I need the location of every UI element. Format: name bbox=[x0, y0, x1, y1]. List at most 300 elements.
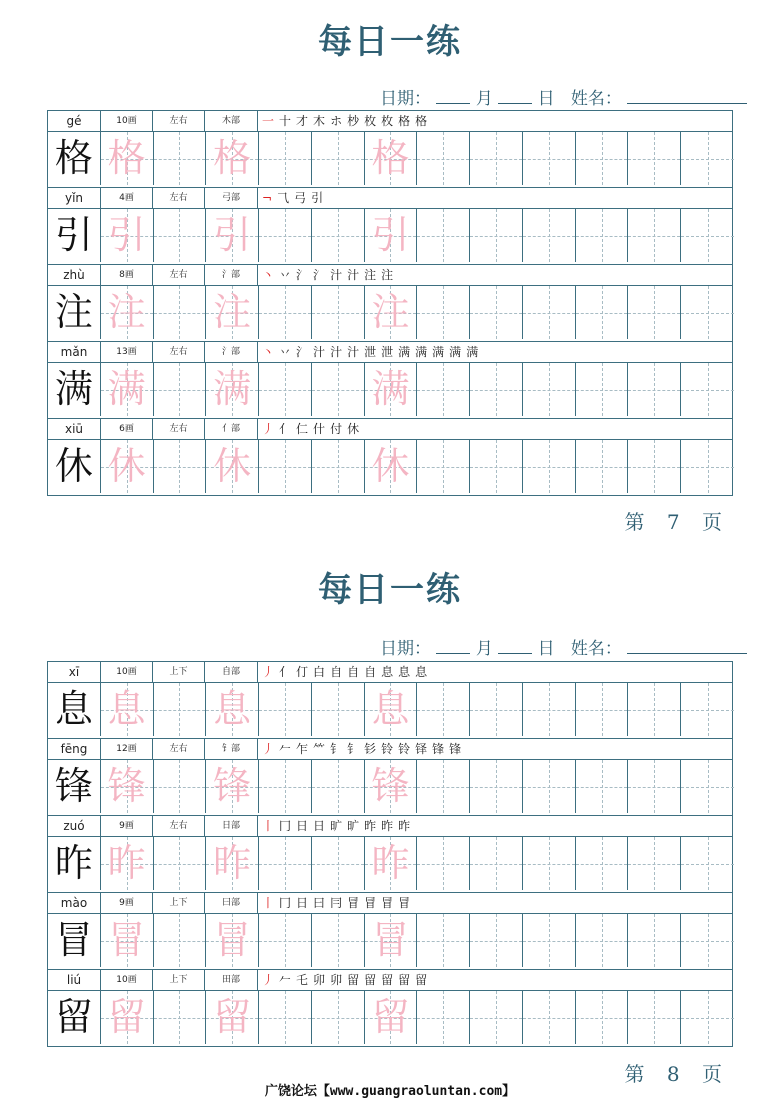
stroke-order bbox=[258, 739, 466, 759]
trace-character: 息 bbox=[213, 687, 252, 731]
model-character-box bbox=[48, 991, 101, 1044]
day-label: 日 bbox=[537, 89, 555, 109]
writing-box[interactable] bbox=[365, 132, 418, 185]
writing-box[interactable] bbox=[101, 209, 154, 262]
writing-box[interactable] bbox=[312, 286, 365, 339]
radical: 钅部 bbox=[205, 739, 258, 759]
writing-box[interactable] bbox=[470, 760, 523, 813]
writing-box[interactable] bbox=[523, 683, 576, 736]
writing-box[interactable] bbox=[259, 440, 312, 493]
writing-box[interactable] bbox=[417, 440, 470, 493]
stroke-step: 十 bbox=[279, 114, 297, 128]
writing-box[interactable] bbox=[576, 132, 629, 185]
structure: 上下 bbox=[153, 662, 205, 682]
stroke-step: 丶 bbox=[262, 268, 280, 282]
writing-box[interactable] bbox=[523, 286, 576, 339]
page-title: 每日一练 bbox=[318, 570, 462, 610]
trace-character: 引 bbox=[107, 213, 146, 257]
writing-box[interactable] bbox=[417, 363, 470, 416]
stroke-step: 铎 bbox=[415, 742, 433, 756]
stroke-step: 丿 bbox=[262, 665, 280, 679]
writing-box[interactable] bbox=[312, 837, 365, 890]
radical: 田部 bbox=[205, 970, 258, 990]
writing-box[interactable] bbox=[523, 837, 576, 890]
writing-box[interactable] bbox=[628, 914, 681, 967]
structure: 左右 bbox=[153, 111, 205, 131]
writing-box[interactable] bbox=[523, 914, 576, 967]
stroke-step: 乇 bbox=[296, 973, 314, 987]
model-character: 注 bbox=[54, 290, 93, 334]
character-info-row bbox=[48, 970, 732, 991]
trace-character: 格 bbox=[213, 136, 252, 180]
writing-box[interactable] bbox=[628, 683, 681, 736]
month-blank[interactable] bbox=[436, 89, 470, 104]
writing-box[interactable] bbox=[417, 209, 470, 262]
practice-grid bbox=[47, 110, 733, 496]
radical: 木部 bbox=[205, 111, 258, 131]
stroke-step: 冒 bbox=[364, 896, 382, 910]
stroke-step: 满 bbox=[449, 345, 467, 359]
character-info-row bbox=[48, 265, 732, 286]
writing-box[interactable] bbox=[681, 837, 734, 890]
page-title: 每日一练 bbox=[318, 22, 462, 62]
stroke-step: 枚 bbox=[364, 114, 382, 128]
structure: 左右 bbox=[153, 342, 205, 362]
writing-box[interactable] bbox=[154, 363, 207, 416]
stroke-step: 氵 bbox=[296, 345, 314, 359]
writing-box[interactable] bbox=[523, 209, 576, 262]
pinyin: fēng bbox=[48, 739, 101, 759]
writing-box[interactable] bbox=[628, 440, 681, 493]
date-label: 日期： bbox=[380, 89, 431, 109]
writing-box[interactable] bbox=[417, 914, 470, 967]
stroke-step: 自 bbox=[347, 665, 365, 679]
stroke-step: 丷 bbox=[279, 345, 297, 359]
character-block bbox=[48, 662, 732, 738]
writing-box[interactable] bbox=[154, 760, 207, 813]
writing-box[interactable] bbox=[101, 132, 154, 185]
writing-box[interactable] bbox=[154, 440, 207, 493]
writing-box[interactable] bbox=[312, 914, 365, 967]
writing-box[interactable] bbox=[312, 363, 365, 416]
structure: 左右 bbox=[153, 265, 205, 285]
month-blank[interactable] bbox=[436, 639, 470, 654]
writing-box[interactable] bbox=[470, 914, 523, 967]
writing-box[interactable] bbox=[681, 683, 734, 736]
date-name-line bbox=[380, 634, 747, 659]
writing-box[interactable] bbox=[154, 209, 207, 262]
writing-box[interactable] bbox=[206, 363, 259, 416]
stroke-step: 付 bbox=[330, 422, 348, 436]
writing-box[interactable] bbox=[417, 991, 470, 1044]
stroke-order bbox=[258, 970, 432, 990]
trace-character: 冒 bbox=[107, 918, 146, 962]
writing-box[interactable] bbox=[154, 286, 207, 339]
stroke-count: 6画 bbox=[101, 419, 153, 439]
stroke-step: 息 bbox=[415, 665, 433, 679]
stroke-step: 格 bbox=[398, 114, 416, 128]
trace-character: 昨 bbox=[107, 841, 146, 885]
stroke-count: 9画 bbox=[101, 893, 153, 913]
writing-box[interactable] bbox=[417, 683, 470, 736]
writing-box[interactable] bbox=[101, 914, 154, 967]
writing-box[interactable] bbox=[576, 914, 629, 967]
writing-box[interactable] bbox=[365, 760, 418, 813]
writing-box[interactable] bbox=[365, 209, 418, 262]
stroke-step: 氵 bbox=[313, 268, 331, 282]
pinyin: xī bbox=[48, 662, 101, 682]
writing-box[interactable] bbox=[681, 286, 734, 339]
writing-box[interactable] bbox=[576, 683, 629, 736]
character-block bbox=[48, 111, 732, 187]
character-block bbox=[48, 341, 732, 418]
stroke-step: 锋 bbox=[432, 742, 450, 756]
trace-character: 注 bbox=[213, 290, 252, 334]
stroke-step: 自 bbox=[330, 665, 348, 679]
writing-box[interactable] bbox=[312, 209, 365, 262]
stroke-count: 9画 bbox=[101, 816, 153, 836]
writing-box[interactable] bbox=[576, 440, 629, 493]
writing-box[interactable] bbox=[523, 132, 576, 185]
stroke-count: 10画 bbox=[101, 970, 153, 990]
pinyin: yǐn bbox=[48, 188, 101, 208]
radical: 曰部 bbox=[205, 893, 258, 913]
writing-box[interactable] bbox=[470, 286, 523, 339]
model-character: 息 bbox=[54, 687, 93, 731]
writing-box[interactable] bbox=[154, 991, 207, 1044]
writing-box[interactable] bbox=[576, 209, 629, 262]
character-info-row bbox=[48, 816, 732, 837]
trace-character: 满 bbox=[371, 367, 410, 411]
writing-box[interactable] bbox=[312, 440, 365, 493]
writing-box[interactable] bbox=[576, 363, 629, 416]
character-info-row bbox=[48, 111, 732, 132]
character-info-row bbox=[48, 893, 732, 914]
writing-box[interactable] bbox=[259, 837, 312, 890]
writing-boxes bbox=[48, 914, 732, 967]
writing-box[interactable] bbox=[154, 683, 207, 736]
model-character: 冒 bbox=[54, 918, 93, 962]
stroke-step: 留 bbox=[415, 973, 433, 987]
writing-box[interactable] bbox=[365, 440, 418, 493]
writing-box[interactable] bbox=[417, 760, 470, 813]
stroke-step: 汁 bbox=[313, 345, 331, 359]
date-name-line bbox=[380, 84, 747, 109]
character-block bbox=[48, 969, 732, 1046]
day-blank[interactable] bbox=[498, 89, 532, 104]
stroke-step: 丷 bbox=[279, 268, 297, 282]
stroke-step: 𠂉 bbox=[279, 742, 297, 756]
writing-box[interactable] bbox=[154, 132, 207, 185]
writing-box[interactable] bbox=[576, 837, 629, 890]
writing-boxes bbox=[48, 209, 732, 262]
site-footer: 广饶论坛【www.guangraoluntan.com】 bbox=[264, 1084, 516, 1099]
writing-box[interactable] bbox=[365, 363, 418, 416]
writing-box[interactable] bbox=[576, 991, 629, 1044]
writing-box[interactable] bbox=[206, 440, 259, 493]
character-info-row bbox=[48, 739, 732, 760]
writing-box[interactable] bbox=[259, 683, 312, 736]
writing-box[interactable] bbox=[365, 683, 418, 736]
writing-box[interactable] bbox=[470, 837, 523, 890]
writing-box[interactable] bbox=[681, 209, 734, 262]
stroke-step: 钐 bbox=[364, 742, 382, 756]
writing-box[interactable] bbox=[206, 209, 259, 262]
pinyin: zuó bbox=[48, 816, 101, 836]
writing-box[interactable] bbox=[312, 132, 365, 185]
writing-box[interactable] bbox=[628, 363, 681, 416]
writing-box[interactable] bbox=[101, 363, 154, 416]
model-character: 昨 bbox=[54, 841, 93, 885]
stroke-step: 冃 bbox=[330, 896, 348, 910]
writing-box[interactable] bbox=[259, 914, 312, 967]
trace-character: 昨 bbox=[213, 841, 252, 885]
stroke-step: ⺄ bbox=[277, 191, 295, 205]
trace-character: 格 bbox=[107, 136, 146, 180]
stroke-step: 旷 bbox=[347, 819, 365, 833]
stroke-step: 白 bbox=[313, 665, 331, 679]
trace-character: 注 bbox=[371, 290, 410, 334]
stroke-step: 钅 bbox=[330, 742, 348, 756]
stroke-step: 休 bbox=[347, 422, 365, 436]
radical: 日部 bbox=[205, 816, 258, 836]
stroke-order bbox=[258, 342, 483, 362]
writing-box[interactable] bbox=[576, 286, 629, 339]
writing-box[interactable] bbox=[101, 440, 154, 493]
writing-box[interactable] bbox=[206, 132, 259, 185]
writing-box[interactable] bbox=[681, 363, 734, 416]
stroke-step: 枚 bbox=[381, 114, 399, 128]
writing-box[interactable] bbox=[628, 991, 681, 1044]
trace-character: 息 bbox=[371, 687, 410, 731]
writing-box[interactable] bbox=[628, 760, 681, 813]
trace-character: 息 bbox=[107, 687, 146, 731]
stroke-step: ⺮ bbox=[313, 742, 331, 756]
stroke-step: 汁 bbox=[347, 345, 365, 359]
structure: 左右 bbox=[153, 188, 205, 208]
writing-box[interactable] bbox=[259, 209, 312, 262]
trace-character: 留 bbox=[107, 995, 146, 1039]
writing-box[interactable] bbox=[206, 914, 259, 967]
stroke-order bbox=[258, 188, 328, 208]
stroke-count: 10画 bbox=[101, 111, 153, 131]
writing-box[interactable] bbox=[206, 991, 259, 1044]
structure: 左右 bbox=[153, 419, 205, 439]
stroke-step: 汁 bbox=[347, 268, 365, 282]
model-character-box bbox=[48, 286, 101, 339]
writing-box[interactable] bbox=[101, 760, 154, 813]
writing-box[interactable] bbox=[681, 760, 734, 813]
stroke-step: 日 bbox=[296, 819, 314, 833]
stroke-step: 留 bbox=[364, 973, 382, 987]
trace-character: 引 bbox=[213, 213, 252, 257]
writing-box[interactable] bbox=[259, 286, 312, 339]
writing-box[interactable] bbox=[259, 991, 312, 1044]
stroke-order bbox=[258, 111, 432, 131]
model-character-box bbox=[48, 132, 101, 185]
writing-box[interactable] bbox=[523, 991, 576, 1044]
stroke-step: 冒 bbox=[381, 896, 399, 910]
writing-box[interactable] bbox=[470, 132, 523, 185]
stroke-order bbox=[258, 662, 432, 682]
name-label: 姓名： bbox=[570, 89, 622, 109]
date-label: 日期： bbox=[380, 639, 431, 659]
writing-box[interactable] bbox=[365, 837, 418, 890]
model-character-box bbox=[48, 760, 101, 813]
stroke-step: 丨 bbox=[262, 819, 280, 833]
model-character: 留 bbox=[54, 995, 93, 1039]
stroke-count: 10画 bbox=[101, 662, 153, 682]
writing-box[interactable] bbox=[101, 683, 154, 736]
writing-box[interactable] bbox=[628, 837, 681, 890]
stroke-step: ホ bbox=[330, 114, 348, 128]
pinyin: xiū bbox=[48, 419, 101, 439]
stroke-step: 息 bbox=[398, 665, 416, 679]
writing-box[interactable] bbox=[206, 286, 259, 339]
radical: 自部 bbox=[205, 662, 258, 682]
trace-character: 锋 bbox=[107, 764, 146, 808]
writing-box[interactable] bbox=[628, 286, 681, 339]
name-blank[interactable] bbox=[627, 89, 747, 104]
writing-box[interactable] bbox=[470, 363, 523, 416]
pinyin: zhù bbox=[48, 265, 101, 285]
writing-box[interactable] bbox=[470, 991, 523, 1044]
writing-box[interactable] bbox=[681, 991, 734, 1044]
trace-character: 休 bbox=[107, 444, 146, 488]
stroke-step: 留 bbox=[347, 973, 365, 987]
writing-box[interactable] bbox=[523, 440, 576, 493]
stroke-step: 汁 bbox=[330, 268, 348, 282]
writing-box[interactable] bbox=[365, 914, 418, 967]
stroke-step: 卯 bbox=[313, 973, 331, 987]
name-blank[interactable] bbox=[627, 639, 747, 654]
writing-box[interactable] bbox=[154, 837, 207, 890]
stroke-step: 曰 bbox=[313, 896, 331, 910]
writing-box[interactable] bbox=[365, 991, 418, 1044]
stroke-step: 注 bbox=[364, 268, 382, 282]
writing-box[interactable] bbox=[417, 132, 470, 185]
radical: 亻部 bbox=[205, 419, 258, 439]
character-block bbox=[48, 187, 732, 264]
writing-box[interactable] bbox=[470, 209, 523, 262]
writing-boxes bbox=[48, 286, 732, 339]
stroke-order bbox=[258, 893, 415, 913]
trace-character: 锋 bbox=[371, 764, 410, 808]
stroke-step: 旷 bbox=[330, 819, 348, 833]
writing-box[interactable] bbox=[154, 914, 207, 967]
stroke-count: 12画 bbox=[101, 739, 153, 759]
character-block bbox=[48, 815, 732, 892]
model-character: 休 bbox=[54, 444, 93, 488]
writing-box[interactable] bbox=[101, 286, 154, 339]
model-character-box bbox=[48, 440, 101, 493]
writing-box[interactable] bbox=[206, 837, 259, 890]
stroke-count: 4画 bbox=[101, 188, 153, 208]
stroke-step: 注 bbox=[381, 268, 399, 282]
trace-character: 留 bbox=[213, 995, 252, 1039]
writing-box[interactable] bbox=[417, 837, 470, 890]
writing-box[interactable] bbox=[628, 132, 681, 185]
pinyin: gé bbox=[48, 111, 101, 131]
model-character-box bbox=[48, 683, 101, 736]
stroke-order bbox=[258, 816, 415, 836]
model-character-box bbox=[48, 914, 101, 967]
writing-box[interactable] bbox=[259, 363, 312, 416]
pinyin: mǎn bbox=[48, 342, 101, 362]
stroke-step: 亻 bbox=[279, 665, 297, 679]
stroke-step: 乍 bbox=[296, 742, 314, 756]
writing-box[interactable] bbox=[259, 132, 312, 185]
character-block bbox=[48, 418, 732, 495]
character-info-row bbox=[48, 662, 732, 683]
stroke-step: 铃 bbox=[398, 742, 416, 756]
writing-box[interactable] bbox=[470, 440, 523, 493]
stroke-step: 丿 bbox=[262, 742, 280, 756]
stroke-step: ¬ bbox=[262, 191, 278, 205]
writing-box[interactable] bbox=[681, 132, 734, 185]
writing-box[interactable] bbox=[259, 760, 312, 813]
trace-character: 注 bbox=[107, 290, 146, 334]
month-label: 月 bbox=[475, 639, 493, 659]
day-blank[interactable] bbox=[498, 639, 532, 654]
trace-character: 休 bbox=[213, 444, 252, 488]
writing-box[interactable] bbox=[206, 760, 259, 813]
stroke-step: 弓 bbox=[294, 191, 312, 205]
writing-box[interactable] bbox=[101, 991, 154, 1044]
writing-box[interactable] bbox=[417, 286, 470, 339]
character-info-row bbox=[48, 342, 732, 363]
writing-box[interactable] bbox=[576, 760, 629, 813]
pinyin: mào bbox=[48, 893, 101, 913]
writing-box[interactable] bbox=[628, 209, 681, 262]
writing-box[interactable] bbox=[470, 683, 523, 736]
stroke-step: 丨 bbox=[262, 896, 280, 910]
stroke-step: 仃 bbox=[296, 665, 314, 679]
writing-box[interactable] bbox=[312, 683, 365, 736]
page-number: 第 7 页 bbox=[624, 510, 730, 534]
stroke-step: 冂 bbox=[279, 819, 297, 833]
model-character-box bbox=[48, 363, 101, 416]
trace-character: 冒 bbox=[371, 918, 410, 962]
writing-boxes bbox=[48, 440, 732, 493]
writing-box[interactable] bbox=[206, 683, 259, 736]
model-character: 格 bbox=[54, 136, 93, 180]
trace-character: 格 bbox=[371, 136, 410, 180]
writing-boxes bbox=[48, 760, 732, 813]
stroke-step: 钅 bbox=[347, 742, 365, 756]
stroke-order bbox=[258, 419, 364, 439]
stroke-step: 亻 bbox=[279, 422, 297, 436]
stroke-step: 满 bbox=[432, 345, 450, 359]
writing-box[interactable] bbox=[365, 286, 418, 339]
writing-box[interactable] bbox=[101, 837, 154, 890]
writing-box[interactable] bbox=[681, 440, 734, 493]
writing-box[interactable] bbox=[312, 991, 365, 1044]
stroke-step: 留 bbox=[398, 973, 416, 987]
trace-character: 满 bbox=[107, 367, 146, 411]
structure: 左右 bbox=[153, 816, 205, 836]
writing-boxes bbox=[48, 837, 732, 890]
writing-box[interactable] bbox=[523, 760, 576, 813]
stroke-step: 丿 bbox=[262, 422, 280, 436]
writing-box[interactable] bbox=[312, 760, 365, 813]
character-block bbox=[48, 264, 732, 341]
writing-box[interactable] bbox=[523, 363, 576, 416]
writing-box[interactable] bbox=[681, 914, 734, 967]
writing-boxes bbox=[48, 363, 732, 416]
stroke-step: 杪 bbox=[347, 114, 365, 128]
name-label: 姓名： bbox=[570, 639, 622, 659]
